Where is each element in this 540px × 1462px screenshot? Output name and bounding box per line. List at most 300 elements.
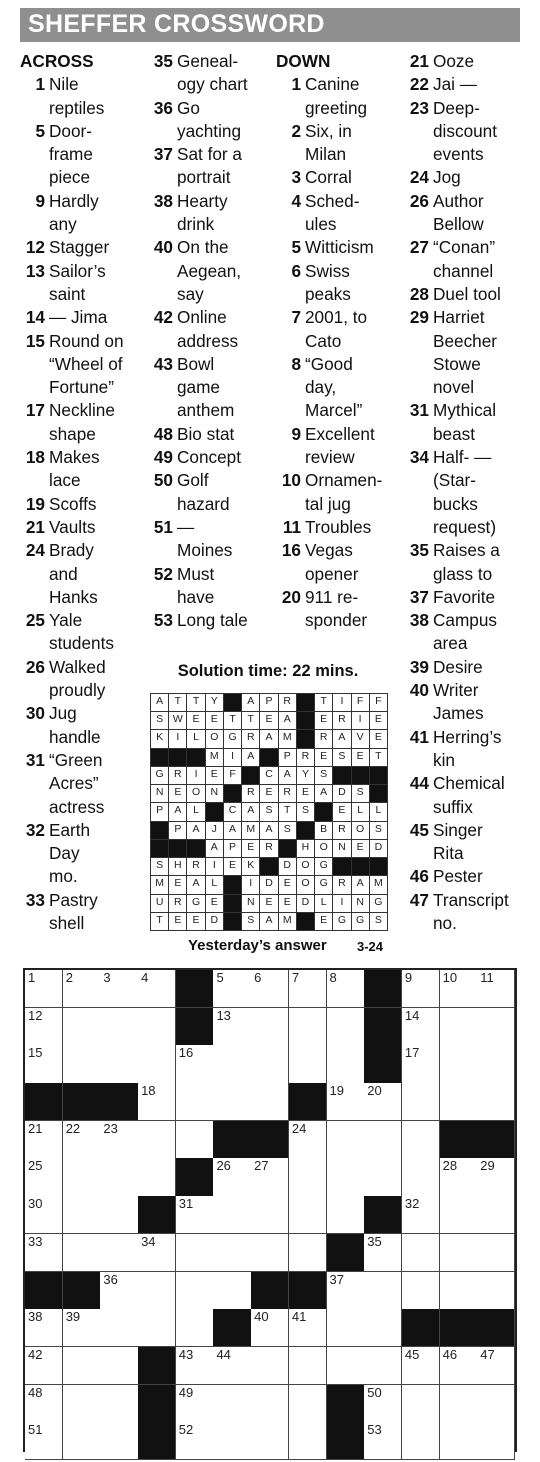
clue-text bbox=[49, 446, 148, 493]
clue-number: 1 bbox=[35, 74, 45, 95]
grid-cell[interactable] bbox=[251, 1422, 289, 1460]
clue-item bbox=[20, 190, 148, 237]
answer-letter-cell: E bbox=[205, 894, 224, 913]
clue-number: 44 bbox=[409, 773, 429, 794]
clue-line: Swiss bbox=[305, 260, 350, 281]
grid-cell[interactable] bbox=[327, 1347, 365, 1385]
grid-cell[interactable] bbox=[25, 1385, 63, 1423]
grid-cell[interactable] bbox=[440, 970, 478, 1008]
grid-cell-number: 3 bbox=[103, 970, 111, 985]
clue-number: 11 bbox=[282, 516, 301, 537]
clue-line: Pastry bbox=[49, 889, 98, 910]
grid-cell-number: 45 bbox=[404, 1346, 420, 1362]
grid-cell-number: 26 bbox=[216, 1158, 231, 1174]
answer-letter-cell: E bbox=[369, 729, 388, 748]
clue-line: Transcript bbox=[433, 889, 509, 910]
answer-letter-cell: P bbox=[150, 802, 169, 821]
grid-cell[interactable] bbox=[25, 1158, 63, 1196]
grid-cell[interactable] bbox=[25, 1121, 63, 1159]
clue-line: sponder bbox=[305, 610, 368, 631]
answer-letter-cell: A bbox=[259, 912, 278, 931]
grid-cell-number: 23 bbox=[103, 1120, 118, 1136]
clue-line: mo. bbox=[49, 866, 78, 887]
answer-letter-cell: S bbox=[150, 711, 169, 730]
answer-letter-cell: D bbox=[259, 875, 278, 894]
clue-line: Vaults bbox=[49, 516, 96, 537]
grid-cell[interactable] bbox=[251, 1196, 289, 1234]
clue-line: Mythical bbox=[433, 400, 497, 421]
clue-number: 45 bbox=[409, 819, 429, 840]
grid-cell[interactable] bbox=[327, 1309, 365, 1347]
grid-cell[interactable] bbox=[138, 1083, 176, 1121]
grid-cell[interactable] bbox=[477, 1422, 515, 1460]
answer-black-cell bbox=[259, 748, 278, 767]
grid-black-square bbox=[289, 1272, 327, 1310]
grid-cell[interactable] bbox=[440, 1083, 478, 1121]
grid-cell[interactable] bbox=[176, 1309, 214, 1347]
clue-text bbox=[305, 73, 404, 120]
grid-cell[interactable] bbox=[176, 1196, 214, 1234]
grid-cell[interactable] bbox=[364, 1234, 402, 1272]
grid-cell[interactable] bbox=[477, 1347, 515, 1385]
grid-cell[interactable] bbox=[176, 1347, 214, 1385]
answer-letter-cell: R bbox=[241, 729, 260, 748]
grid-cell[interactable] bbox=[440, 1347, 478, 1385]
clue-line: Online bbox=[177, 307, 227, 328]
grid-cell[interactable] bbox=[100, 1008, 138, 1046]
answer-letter-cell: E bbox=[259, 784, 278, 803]
clue-number: 9 bbox=[291, 423, 301, 444]
answer-letter-cell: A bbox=[241, 693, 260, 712]
grid-cell[interactable] bbox=[176, 1121, 214, 1159]
grid-cell[interactable] bbox=[213, 1083, 251, 1121]
grid-cell[interactable] bbox=[402, 1083, 440, 1121]
answer-letter-cell: N bbox=[241, 894, 260, 913]
clue-line: handle bbox=[49, 726, 101, 747]
clue-number: 38 bbox=[153, 190, 173, 211]
grid-black-square bbox=[402, 1309, 440, 1347]
grid-cell[interactable] bbox=[440, 1045, 478, 1083]
answer-letter-cell: E bbox=[314, 711, 333, 730]
grid-cell[interactable] bbox=[251, 1008, 289, 1046]
grid-cell[interactable] bbox=[364, 1347, 402, 1385]
clue-item bbox=[20, 749, 148, 819]
clue-item bbox=[404, 446, 534, 539]
answer-letter-cell: T bbox=[168, 693, 187, 712]
answer-black-cell bbox=[296, 821, 315, 840]
grid-cell[interactable] bbox=[289, 1234, 327, 1272]
grid-cell[interactable] bbox=[63, 1385, 101, 1423]
clue-item bbox=[148, 97, 276, 144]
grid-cell[interactable] bbox=[176, 1272, 214, 1310]
grid-cell[interactable] bbox=[289, 970, 327, 1008]
grid-cell[interactable] bbox=[402, 1234, 440, 1272]
clue-line: Excellent bbox=[305, 423, 375, 444]
grid-cell[interactable] bbox=[289, 1385, 327, 1423]
grid-cell[interactable] bbox=[25, 1309, 63, 1347]
grid-cell[interactable] bbox=[138, 1234, 176, 1272]
grid-cell[interactable] bbox=[402, 1121, 440, 1159]
answer-letter-cell: R bbox=[332, 875, 351, 894]
grid-cell[interactable] bbox=[289, 1121, 327, 1159]
grid-cell-number: 24 bbox=[291, 1120, 307, 1136]
grid-cell[interactable] bbox=[364, 1385, 402, 1423]
grid-cell[interactable] bbox=[477, 1234, 515, 1272]
grid-cell[interactable] bbox=[327, 1045, 365, 1083]
grid-cell[interactable] bbox=[213, 970, 251, 1008]
answer-letter-cell: R bbox=[332, 711, 351, 730]
grid-cell[interactable] bbox=[402, 1347, 440, 1385]
grid-cell[interactable] bbox=[63, 1347, 101, 1385]
grid-cell[interactable] bbox=[63, 1045, 101, 1083]
grid-cell[interactable] bbox=[477, 1385, 515, 1423]
clue-item bbox=[20, 609, 148, 656]
clue-item bbox=[148, 609, 276, 632]
answer-letter-cell: O bbox=[205, 729, 224, 748]
clue-line: Go bbox=[177, 97, 200, 118]
answer-letter-cell: E bbox=[168, 875, 187, 894]
grid-cell[interactable] bbox=[213, 1347, 251, 1385]
clue-line: piece bbox=[49, 167, 91, 188]
down-clues-column-1 bbox=[276, 50, 404, 632]
grid-cell[interactable] bbox=[402, 970, 440, 1008]
answer-black-cell bbox=[223, 875, 242, 894]
grid-cell[interactable] bbox=[289, 1422, 327, 1460]
grid-cell-number: 14 bbox=[404, 1007, 420, 1023]
clue-item bbox=[404, 166, 534, 189]
grid-cell-number: 39 bbox=[65, 1309, 81, 1325]
clue-text bbox=[49, 260, 148, 307]
grid-cell[interactable] bbox=[251, 970, 289, 1008]
grid-cell[interactable] bbox=[138, 970, 176, 1008]
grid-cell[interactable] bbox=[213, 1234, 251, 1272]
clue-line: shell bbox=[49, 912, 85, 933]
grid-cell[interactable] bbox=[402, 1272, 440, 1310]
grid-cell[interactable] bbox=[289, 1196, 327, 1234]
answer-letter-cell: U bbox=[150, 894, 169, 913]
grid-cell[interactable] bbox=[63, 1309, 101, 1347]
answer-letter-cell: D bbox=[332, 784, 351, 803]
clue-text bbox=[177, 353, 276, 423]
clue-line: ogy chart bbox=[177, 74, 248, 95]
grid-cell[interactable] bbox=[100, 1158, 138, 1196]
grid-cell[interactable] bbox=[327, 1272, 365, 1310]
clue-line: novel bbox=[433, 377, 475, 398]
grid-cell[interactable] bbox=[63, 1008, 101, 1046]
crossword-grid[interactable] bbox=[23, 968, 517, 1452]
grid-cell[interactable] bbox=[176, 1045, 214, 1083]
grid-cell[interactable] bbox=[176, 1234, 214, 1272]
answer-letter-cell: L bbox=[369, 802, 388, 821]
answer-black-cell bbox=[150, 821, 169, 840]
grid-cell[interactable] bbox=[25, 1008, 63, 1046]
clue-number: 46 bbox=[409, 866, 429, 887]
clue-line: Harriet bbox=[433, 307, 485, 328]
answer-letter-cell: E bbox=[369, 711, 388, 730]
answer-letter-cell: N bbox=[205, 784, 224, 803]
grid-cell[interactable] bbox=[213, 1385, 251, 1423]
answer-letter-cell: S bbox=[314, 766, 333, 785]
grid-cell[interactable] bbox=[176, 1083, 214, 1121]
clue-number: 21 bbox=[409, 51, 429, 71]
grid-cell[interactable] bbox=[289, 1045, 327, 1083]
answer-letter-cell: A bbox=[186, 821, 205, 840]
clue-text bbox=[433, 772, 534, 819]
answer-letter-cell: I bbox=[332, 693, 351, 712]
grid-cell[interactable] bbox=[63, 1196, 101, 1234]
grid-cell[interactable] bbox=[100, 1272, 138, 1310]
grid-cell[interactable] bbox=[176, 1422, 214, 1460]
grid-cell[interactable] bbox=[364, 1083, 402, 1121]
grid-cell[interactable] bbox=[25, 1347, 63, 1385]
grid-cell[interactable] bbox=[251, 1045, 289, 1083]
grid-cell[interactable] bbox=[138, 1272, 176, 1310]
answer-letter-cell: I bbox=[186, 766, 205, 785]
clue-line: Bowl bbox=[177, 353, 215, 374]
clue-item bbox=[148, 143, 276, 190]
clue-text bbox=[433, 236, 534, 283]
grid-cell[interactable] bbox=[327, 1196, 365, 1234]
clue-line: beast bbox=[433, 423, 476, 444]
grid-cell[interactable] bbox=[327, 970, 365, 1008]
answer-letter-cell: R bbox=[168, 766, 187, 785]
answer-black-cell bbox=[186, 839, 205, 858]
clue-line: Rita bbox=[433, 843, 464, 864]
clue-text bbox=[177, 446, 276, 469]
grid-cell[interactable] bbox=[25, 1045, 63, 1083]
grid-cell[interactable] bbox=[364, 1158, 402, 1196]
grid-cell[interactable] bbox=[100, 970, 138, 1008]
grid-cell[interactable] bbox=[289, 1347, 327, 1385]
answer-letter-cell: M bbox=[369, 875, 388, 894]
grid-cell-number: 41 bbox=[291, 1309, 307, 1325]
answer-black-cell bbox=[296, 693, 315, 712]
grid-cell-number: 9 bbox=[404, 970, 413, 985]
grid-cell[interactable] bbox=[100, 1347, 138, 1385]
answer-letter-cell: F bbox=[369, 693, 388, 712]
grid-cell[interactable] bbox=[477, 1083, 515, 1121]
grid-cell[interactable] bbox=[63, 1422, 101, 1460]
answer-letter-cell: E bbox=[168, 912, 187, 931]
grid-cell-number: 20 bbox=[367, 1083, 382, 1099]
grid-cell[interactable] bbox=[63, 1121, 101, 1159]
grid-cell-number: 29 bbox=[480, 1158, 495, 1174]
grid-cell[interactable] bbox=[477, 1045, 515, 1083]
grid-cell[interactable] bbox=[100, 1045, 138, 1083]
grid-cell[interactable] bbox=[138, 1158, 176, 1196]
clue-item bbox=[20, 539, 148, 609]
grid-cell[interactable] bbox=[440, 1196, 478, 1234]
answer-letter-cell: T bbox=[369, 748, 388, 767]
grid-cell[interactable] bbox=[213, 1422, 251, 1460]
grid-cell[interactable] bbox=[364, 1309, 402, 1347]
clue-line: Jog bbox=[433, 167, 461, 188]
grid-cell-number: 2 bbox=[65, 970, 73, 985]
grid-cell[interactable] bbox=[251, 1158, 289, 1196]
grid-cell[interactable] bbox=[100, 1234, 138, 1272]
grid-cell[interactable] bbox=[63, 970, 101, 1008]
grid-cell[interactable] bbox=[100, 1121, 138, 1159]
grid-cell[interactable] bbox=[402, 1158, 440, 1196]
across-clues-column-1 bbox=[20, 50, 148, 935]
answer-black-cell bbox=[223, 912, 242, 931]
answer-letter-cell: E bbox=[278, 875, 297, 894]
grid-black-square bbox=[138, 1385, 176, 1423]
grid-cell[interactable] bbox=[213, 1045, 251, 1083]
answer-letter-cell: N bbox=[332, 839, 351, 858]
clue-line: Six, in bbox=[305, 120, 352, 141]
clue-line: proudly bbox=[49, 680, 106, 701]
grid-cell[interactable] bbox=[327, 1083, 365, 1121]
answer-letter-cell: R bbox=[278, 693, 297, 712]
grid-cell[interactable] bbox=[327, 1158, 365, 1196]
clue-item bbox=[276, 120, 404, 167]
grid-cell[interactable] bbox=[251, 1309, 289, 1347]
grid-cell[interactable] bbox=[138, 1309, 176, 1347]
grid-cell[interactable] bbox=[364, 1422, 402, 1460]
grid-cell[interactable] bbox=[176, 1385, 214, 1423]
grid-cell-number: 1 bbox=[28, 970, 36, 985]
clue-item bbox=[404, 889, 534, 936]
grid-cell[interactable] bbox=[213, 1196, 251, 1234]
grid-cell-number: 28 bbox=[442, 1158, 458, 1174]
clue-item bbox=[276, 353, 404, 423]
grid-cell[interactable] bbox=[477, 1008, 515, 1046]
answer-letter-cell: E bbox=[259, 894, 278, 913]
clue-item bbox=[20, 516, 148, 539]
grid-cell[interactable] bbox=[25, 1196, 63, 1234]
grid-cell[interactable] bbox=[289, 1158, 327, 1196]
grid-cell[interactable] bbox=[477, 1272, 515, 1310]
answer-black-cell bbox=[332, 857, 351, 876]
grid-black-square bbox=[440, 1309, 478, 1347]
grid-cell-number: 4 bbox=[141, 970, 149, 985]
grid-cell-number: 10 bbox=[442, 970, 458, 985]
clue-item bbox=[148, 50, 276, 97]
clue-number: 29 bbox=[409, 307, 429, 328]
clue-text bbox=[305, 516, 404, 539]
clue-line: Long tale bbox=[177, 610, 248, 631]
clue-item bbox=[404, 190, 534, 237]
grid-cell[interactable] bbox=[289, 1309, 327, 1347]
grid-cell[interactable] bbox=[100, 1422, 138, 1460]
answer-letter-cell: G bbox=[351, 912, 370, 931]
clue-text bbox=[49, 889, 148, 936]
grid-cell-number: 42 bbox=[28, 1346, 43, 1362]
grid-cell[interactable] bbox=[100, 1309, 138, 1347]
clue-number: 2 bbox=[291, 120, 301, 141]
clue-number: 38 bbox=[409, 610, 429, 631]
grid-cell[interactable] bbox=[25, 1422, 63, 1460]
clue-item bbox=[20, 702, 148, 749]
grid-cell[interactable] bbox=[213, 1158, 251, 1196]
answer-letter-cell: A bbox=[186, 875, 205, 894]
grid-cell-number: 44 bbox=[216, 1346, 231, 1362]
grid-cell[interactable] bbox=[402, 1008, 440, 1046]
grid-cell[interactable] bbox=[100, 1196, 138, 1234]
grid-cell[interactable] bbox=[402, 1045, 440, 1083]
grid-cell[interactable] bbox=[440, 1234, 478, 1272]
clue-line: Cato bbox=[305, 330, 342, 351]
grid-black-square bbox=[213, 1121, 251, 1159]
grid-cell[interactable] bbox=[440, 1422, 478, 1460]
answer-black-cell bbox=[223, 693, 242, 712]
answer-black-cell bbox=[351, 857, 370, 876]
clue-line: James bbox=[433, 703, 484, 724]
grid-black-square bbox=[63, 1272, 101, 1310]
grid-cell[interactable] bbox=[63, 1234, 101, 1272]
clue-text bbox=[49, 399, 148, 446]
grid-cell[interactable] bbox=[364, 1272, 402, 1310]
grid-cell[interactable] bbox=[327, 1121, 365, 1159]
answer-letter-cell: S bbox=[296, 802, 315, 821]
answer-letter-cell: O bbox=[186, 784, 205, 803]
grid-cell[interactable] bbox=[251, 1347, 289, 1385]
clue-line: Milan bbox=[305, 144, 347, 165]
grid-cell[interactable] bbox=[25, 1234, 63, 1272]
clue-number: 39 bbox=[409, 656, 429, 677]
answer-letter-cell: R bbox=[186, 857, 205, 876]
grid-cell[interactable] bbox=[25, 970, 63, 1008]
grid-cell[interactable] bbox=[138, 1121, 176, 1159]
answer-letter-cell: S bbox=[150, 857, 169, 876]
clue-number: 8 bbox=[291, 353, 301, 374]
clue-text bbox=[49, 656, 148, 703]
answer-letter-cell: F bbox=[223, 766, 242, 785]
clue-text bbox=[49, 609, 148, 656]
grid-cell[interactable] bbox=[213, 1008, 251, 1046]
grid-cell[interactable] bbox=[213, 1272, 251, 1310]
grid-cell[interactable] bbox=[138, 1008, 176, 1046]
clue-number: 24 bbox=[409, 167, 429, 188]
clue-line: Author bbox=[433, 190, 484, 211]
yesterday-answer-grid bbox=[150, 693, 387, 930]
grid-cell[interactable] bbox=[100, 1385, 138, 1423]
answer-letter-cell: O bbox=[351, 821, 370, 840]
grid-cell[interactable] bbox=[63, 1158, 101, 1196]
clue-line: Duel tool bbox=[433, 283, 501, 304]
grid-cell[interactable] bbox=[251, 1385, 289, 1423]
grid-cell[interactable] bbox=[440, 1158, 478, 1196]
grid-cell[interactable] bbox=[402, 1422, 440, 1460]
grid-cell[interactable] bbox=[440, 1008, 478, 1046]
grid-cell[interactable] bbox=[477, 1196, 515, 1234]
clue-number: 30 bbox=[25, 703, 45, 724]
answer-letter-cell: S bbox=[369, 821, 388, 840]
grid-cell[interactable] bbox=[477, 970, 515, 1008]
answer-black-cell bbox=[150, 839, 169, 858]
grid-cell[interactable] bbox=[289, 1008, 327, 1046]
grid-cell[interactable] bbox=[440, 1272, 478, 1310]
grid-cell[interactable] bbox=[364, 1121, 402, 1159]
clue-line: request) bbox=[433, 516, 497, 537]
answer-letter-cell: M bbox=[205, 748, 224, 767]
grid-cell[interactable] bbox=[402, 1196, 440, 1234]
clue-line: and bbox=[49, 563, 78, 584]
grid-cell[interactable] bbox=[440, 1385, 478, 1423]
grid-cell[interactable] bbox=[138, 1045, 176, 1083]
grid-cell[interactable] bbox=[477, 1158, 515, 1196]
grid-cell[interactable] bbox=[251, 1234, 289, 1272]
clue-item bbox=[404, 283, 534, 306]
clue-line: Day bbox=[49, 843, 80, 864]
grid-cell[interactable] bbox=[402, 1385, 440, 1423]
clue-line: Troubles bbox=[305, 516, 372, 537]
clue-item bbox=[276, 260, 404, 307]
grid-cell[interactable] bbox=[251, 1083, 289, 1121]
grid-cell[interactable] bbox=[327, 1008, 365, 1046]
clue-text bbox=[177, 423, 276, 446]
